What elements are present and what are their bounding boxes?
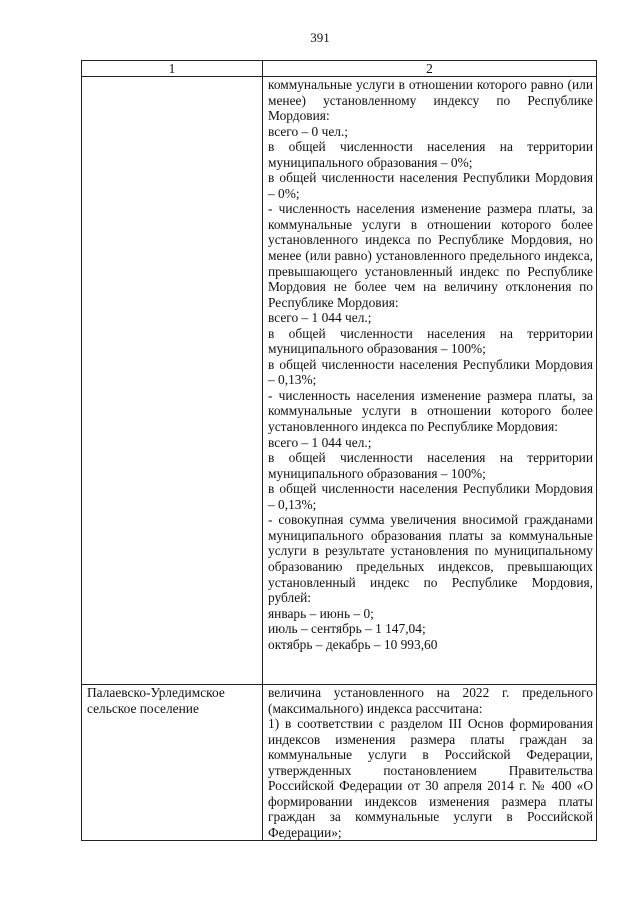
paragraph: в общей численности населения на территории муниципального образования – 100%; <box>268 450 593 481</box>
table-row <box>82 685 597 841</box>
paragraph: всего – 1 044 чел.; <box>268 310 372 326</box>
table-header-row <box>82 61 597 77</box>
paragraph: коммунальные услуги в отношении которого равно (или менее) установленному индексу по Республике Мордовия: <box>268 77 593 124</box>
paragraph: - численность населения изменение размера платы, за коммунальные услуги в отношении которого более установленного индекса по Республике Мордовия, но менее (или равно) установленного предельного индекса, превышающего установленный индекс по Республике Мордовия не более чем на величину отклонения по Республике Мордовия: <box>268 201 593 310</box>
paragraph: в общей численности населения на территории муниципального образования – 100%; <box>268 325 593 357</box>
row1-municipality-cell <box>82 77 263 685</box>
paragraph: всего – 1 044 чел.; <box>268 434 372 450</box>
column-header-2: 2 <box>263 61 597 77</box>
table-row <box>82 77 597 685</box>
page-number: 391 <box>310 30 330 45</box>
document-table <box>81 60 597 841</box>
paragraph: 1) в соответствии с разделом III Основ формирования индексов изменения размера платы граждан за коммунальные услуги в Российской Федерации, утвержденных постановлением Правительства Российской Федерации от 30 апреля 2014 г. № 400 «О формировании индексов изменения размера платы граждан за коммунальные услуги в Российской Федерации»; <box>268 716 593 840</box>
paragraph: июль – сентябрь – 1 147,04; <box>268 621 426 637</box>
paragraph: январь – июнь – 0; <box>268 605 374 621</box>
row1-description-cell <box>263 77 597 685</box>
paragraph: в общей численности населения Республики Мордовия – 0,13%; <box>268 481 593 512</box>
paragraph: в общей численности населения Республики Мордовия – 0,13%; <box>268 356 593 388</box>
paragraph: всего – 0 чел.; <box>268 123 349 139</box>
paragraph: величина установленного на 2022 г. предельного (максимального) индекса рассчитана: <box>268 685 593 716</box>
row2-municipality-cell: Палаевско-Урледимское сельское поселение <box>82 685 263 841</box>
row2-description-cell <box>263 685 597 841</box>
paragraph: - численность населения изменение размера платы, за коммунальные услуги в отношении которого более установленного индекса по Республике Мордовия: <box>268 387 593 435</box>
paragraph: в общей численности населения Республики Мордовия – 0%; <box>268 170 593 201</box>
column-header-1: 1 <box>82 61 263 77</box>
paragraph: в общей численности населения на территории муниципального образования – 0%; <box>268 139 593 170</box>
paragraph: октябрь – декабрь – 10 993,60 <box>268 636 438 652</box>
paragraph: - совокупная сумма увеличения вносимой гражданами муниципального образования платы за коммунальные услуги в результате установления по муниципальному образованию предельных индексов, превышающих установленный индекс по Республике Мордовия, рублей: <box>268 512 593 606</box>
